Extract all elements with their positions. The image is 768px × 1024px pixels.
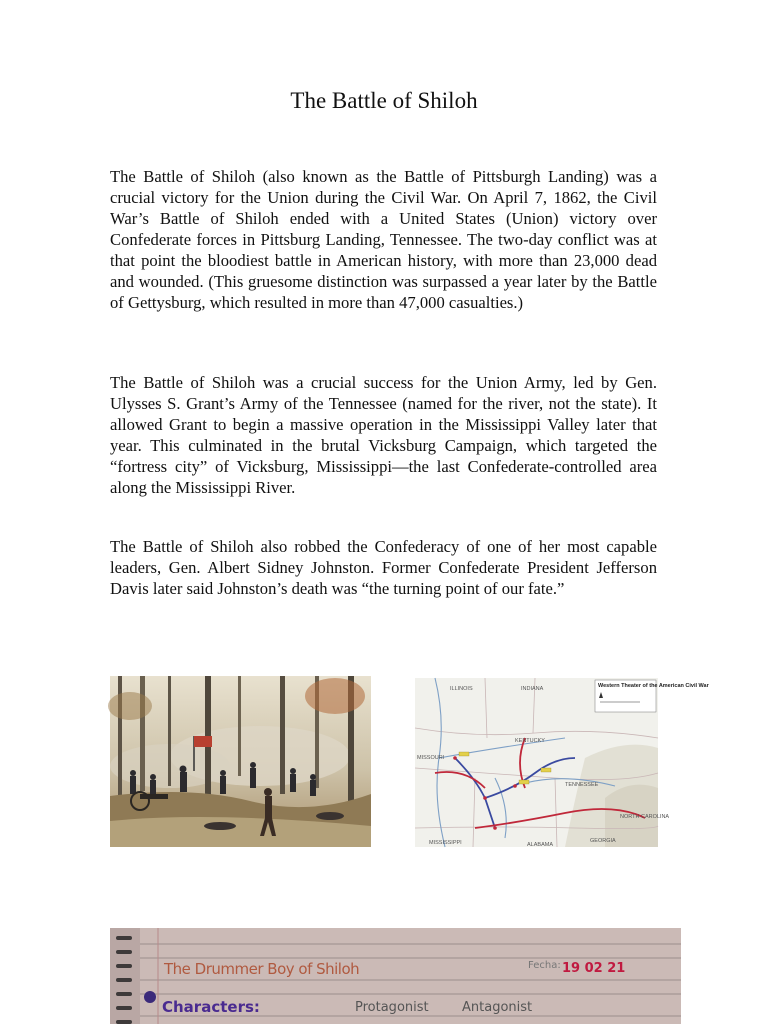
western-theater-map-image	[415, 678, 709, 848]
document-title: The Battle of Shiloh	[290, 88, 478, 113]
map-label-tennessee: TENNESSEE	[565, 782, 599, 788]
map-label-georgia: GEORGIA	[590, 838, 616, 844]
map-label-mississippi: MISSISSIPPI	[429, 840, 462, 846]
notebook-fecha-label: Fecha:	[528, 960, 561, 971]
notebook-characters-label: Characters:	[162, 998, 260, 1016]
notebook-photo-image	[110, 928, 681, 1024]
notebook-antagonist-label: Antagonist	[462, 1000, 533, 1015]
western-theater-map	[415, 678, 709, 848]
notebook-protagonist-label: Protagonist	[355, 1000, 429, 1015]
map-label-kentucky: KENTUCKY	[515, 738, 545, 744]
paragraph-2: The Battle of Shiloh was a crucial success for the Union Army, led by Gen. Ulysses S. Grant’s Army of the Tennessee (named for the river, not the state). It allowed Grant to begin a massive operation in the Mississippi Valley later that year. This culminated in the brutal Vicksburg Campaign, which targeted the “fortress city” of Vicksburg, Mississippi—the last Confederate-controlled area along the Mississippi River.	[110, 373, 657, 497]
map-label-missouri: MISSOURI	[417, 755, 445, 761]
battle-painting-illustration	[110, 676, 371, 847]
notebook-date: 19 02 21	[562, 961, 626, 976]
paragraph-1: The Battle of Shiloh (also known as the Battle of Pittsburgh Landing) was a crucial victory for the Union during the Civil War. On April 7, 1862, the Civil War’s Battle of Shiloh ended with a United States (Union) victory over Confederate forces in Pittsburg Landing, Tennessee. The two-day conflict was at that point the bloodiest battle in American history, with more than 23,000 dead and wounded. (This gruesome distinction was surpassed a year later by the Battle of Gettysburg, which resulted in more than 47,000 casualties.)	[110, 167, 657, 312]
map-legend-title: Western Theater of the American Civil War	[598, 683, 709, 689]
map-label-illinois: ILLINOIS	[450, 686, 473, 692]
map-label-indiana: INDIANA	[521, 686, 544, 692]
notebook-heading: The Drummer Boy of Shiloh	[164, 960, 360, 978]
battle-painting-image	[110, 676, 371, 847]
paragraph-3: The Battle of Shiloh also robbed the Confederacy of one of her most capable leaders, Gen. Albert Sidney Johnston. Former Confederate President Jefferson Davis later said Johnston’s death was “the turning point of our fate.”	[110, 537, 657, 598]
map-label-north-carolina: NORTH CAROLINA	[620, 814, 670, 820]
map-label-alabama: ALABAMA	[527, 842, 553, 848]
